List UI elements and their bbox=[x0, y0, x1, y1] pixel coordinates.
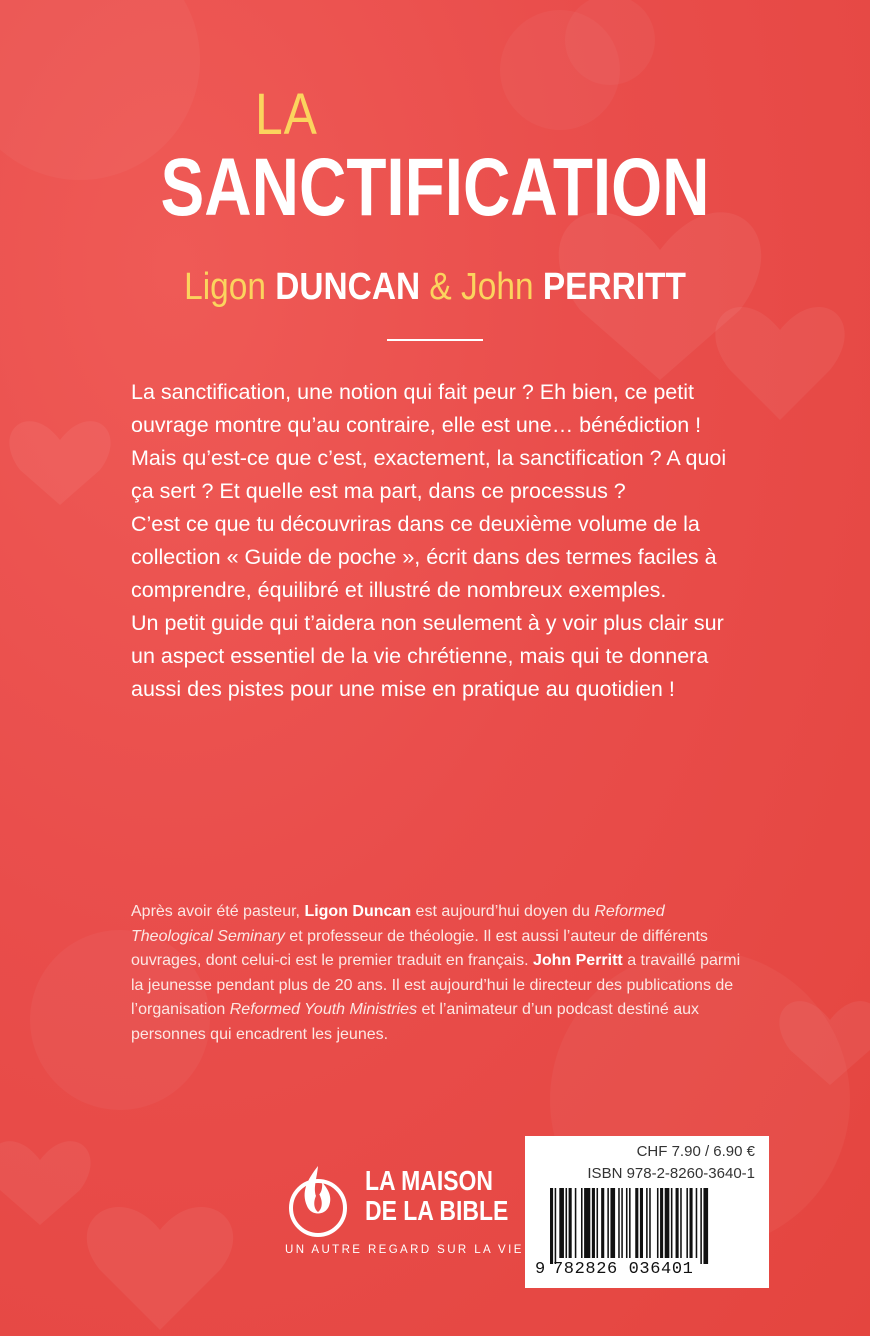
barcode-bar bbox=[584, 1188, 590, 1258]
price-label: CHF 7.90 / 6.90 € bbox=[636, 1143, 755, 1160]
barcode-bar bbox=[665, 1188, 670, 1258]
barcode-bar bbox=[601, 1188, 604, 1258]
barcode-bar bbox=[657, 1188, 659, 1258]
barcode-bar bbox=[676, 1188, 679, 1258]
author1-family-name: DUNCAN bbox=[275, 266, 421, 308]
bio-text-2: est aujourd’hui doyen du bbox=[411, 903, 595, 920]
flame-logo-icon bbox=[289, 1162, 347, 1242]
barcode-bar bbox=[575, 1188, 577, 1258]
publisher-tagline: UN AUTRE REGARD SUR LA VIE bbox=[285, 1244, 524, 1256]
barcode-bar bbox=[607, 1188, 609, 1258]
barcode-bar bbox=[610, 1188, 615, 1258]
barcode-bar bbox=[566, 1188, 568, 1258]
barcode-bar bbox=[671, 1188, 673, 1258]
author1-given-name: Ligon bbox=[184, 266, 266, 308]
barcode-bar bbox=[629, 1188, 631, 1258]
bio-institution-1: Reformed Theological Seminary bbox=[131, 903, 665, 945]
bio-author-name-2: John Perritt bbox=[532, 952, 623, 969]
barcode-panel bbox=[525, 1136, 769, 1288]
barcode-bar bbox=[618, 1188, 620, 1258]
barcode-digits: 782826 036401 bbox=[553, 1260, 694, 1279]
barcode-bar bbox=[680, 1188, 682, 1258]
barcode-bars bbox=[550, 1188, 746, 1264]
barcode-bar bbox=[550, 1188, 553, 1264]
barcode-bar bbox=[696, 1188, 698, 1258]
author2-given-name: John bbox=[461, 266, 534, 308]
bio-institution-2: Reformed Youth Ministries bbox=[229, 1001, 418, 1018]
barcode-bar bbox=[700, 1188, 702, 1264]
isbn-label: ISBN 978-2-8260-3640-1 bbox=[587, 1165, 755, 1182]
publisher-name-line-2: DE LA BIBLE bbox=[365, 1195, 509, 1226]
barcode-bar bbox=[621, 1188, 623, 1258]
barcode-bar bbox=[555, 1188, 557, 1264]
barcode-bar bbox=[690, 1188, 693, 1258]
blurb-paragraph-1: La sanctification, une notion qui fait peur ? Eh bien, ce petit ouvrage montre qu’au contraire, elle est une… bénédiction ! bbox=[131, 380, 702, 437]
barcode-lead-digit: 9 bbox=[535, 1260, 546, 1279]
bio-author-name-1: Ligon Duncan bbox=[304, 903, 412, 920]
book-title: SANCTIFICATION bbox=[160, 142, 710, 233]
barcode-bar bbox=[559, 1188, 564, 1258]
barcode-bar bbox=[703, 1188, 708, 1264]
barcode-bar bbox=[597, 1188, 599, 1258]
blurb-paragraph-2: Mais qu’est-ce que c’est, exactement, la sanctification ? A quoi ça sert ? Et quelle est ma part, dans ce processus ? bbox=[131, 446, 727, 503]
publisher-name bbox=[365, 1166, 508, 1226]
barcode-bar bbox=[581, 1188, 583, 1258]
bio-text-5: et l’animateur d’un podcast destiné aux personnes qui encadrent les jeunes. bbox=[131, 1001, 700, 1043]
barcode-bar bbox=[592, 1188, 595, 1258]
title-divider bbox=[387, 339, 483, 341]
blurb-paragraph-4: Un petit guide qui t’aidera non seulement à y voir plus clair sur un aspect essentiel de la vie chrétienne, mais qui te donnera aussi des pistes pour une mise en pratique au quotidien ! bbox=[131, 611, 724, 701]
barcode-bar bbox=[626, 1188, 628, 1258]
title-article: LA bbox=[255, 82, 318, 147]
author2-family-name: PERRITT bbox=[542, 266, 686, 308]
author-bio bbox=[131, 900, 743, 1047]
author-bio-paragraph bbox=[131, 900, 743, 1047]
blurb-paragraph-3: C’est ce que tu découvriras dans ce deuxième volume de la collection « Guide de poche », écrit dans des termes faciles à comprendre, équilibré et illustré de nombreux exemples. bbox=[131, 512, 717, 602]
bio-text-1: Après avoir été pasteur, bbox=[131, 903, 305, 920]
authors-line bbox=[52, 264, 818, 310]
barcode-bar bbox=[686, 1188, 688, 1258]
barcode-bar bbox=[569, 1188, 572, 1258]
bio-text-3: et professeur de théologie. Il est aussi l’auteur de différents ouvrages, dont celui-ci est le premier traduit en français. bbox=[131, 927, 708, 969]
blurb bbox=[131, 376, 751, 706]
author-ampersand: & bbox=[429, 266, 452, 308]
barcode-bar bbox=[640, 1188, 643, 1258]
barcode-bar bbox=[635, 1188, 638, 1258]
barcode-bar bbox=[649, 1188, 651, 1258]
publisher-logo bbox=[285, 1158, 524, 1258]
barcode-bar bbox=[660, 1188, 663, 1258]
barcode-bar bbox=[646, 1188, 648, 1258]
publisher-name-line-1: LA MAISON bbox=[365, 1165, 493, 1196]
bio-text-4: a travaillé parmi la jeunesse pendant plus de 20 ans. Il est aujourd’hui le directeur des publications de l’organisation bbox=[131, 952, 741, 1018]
